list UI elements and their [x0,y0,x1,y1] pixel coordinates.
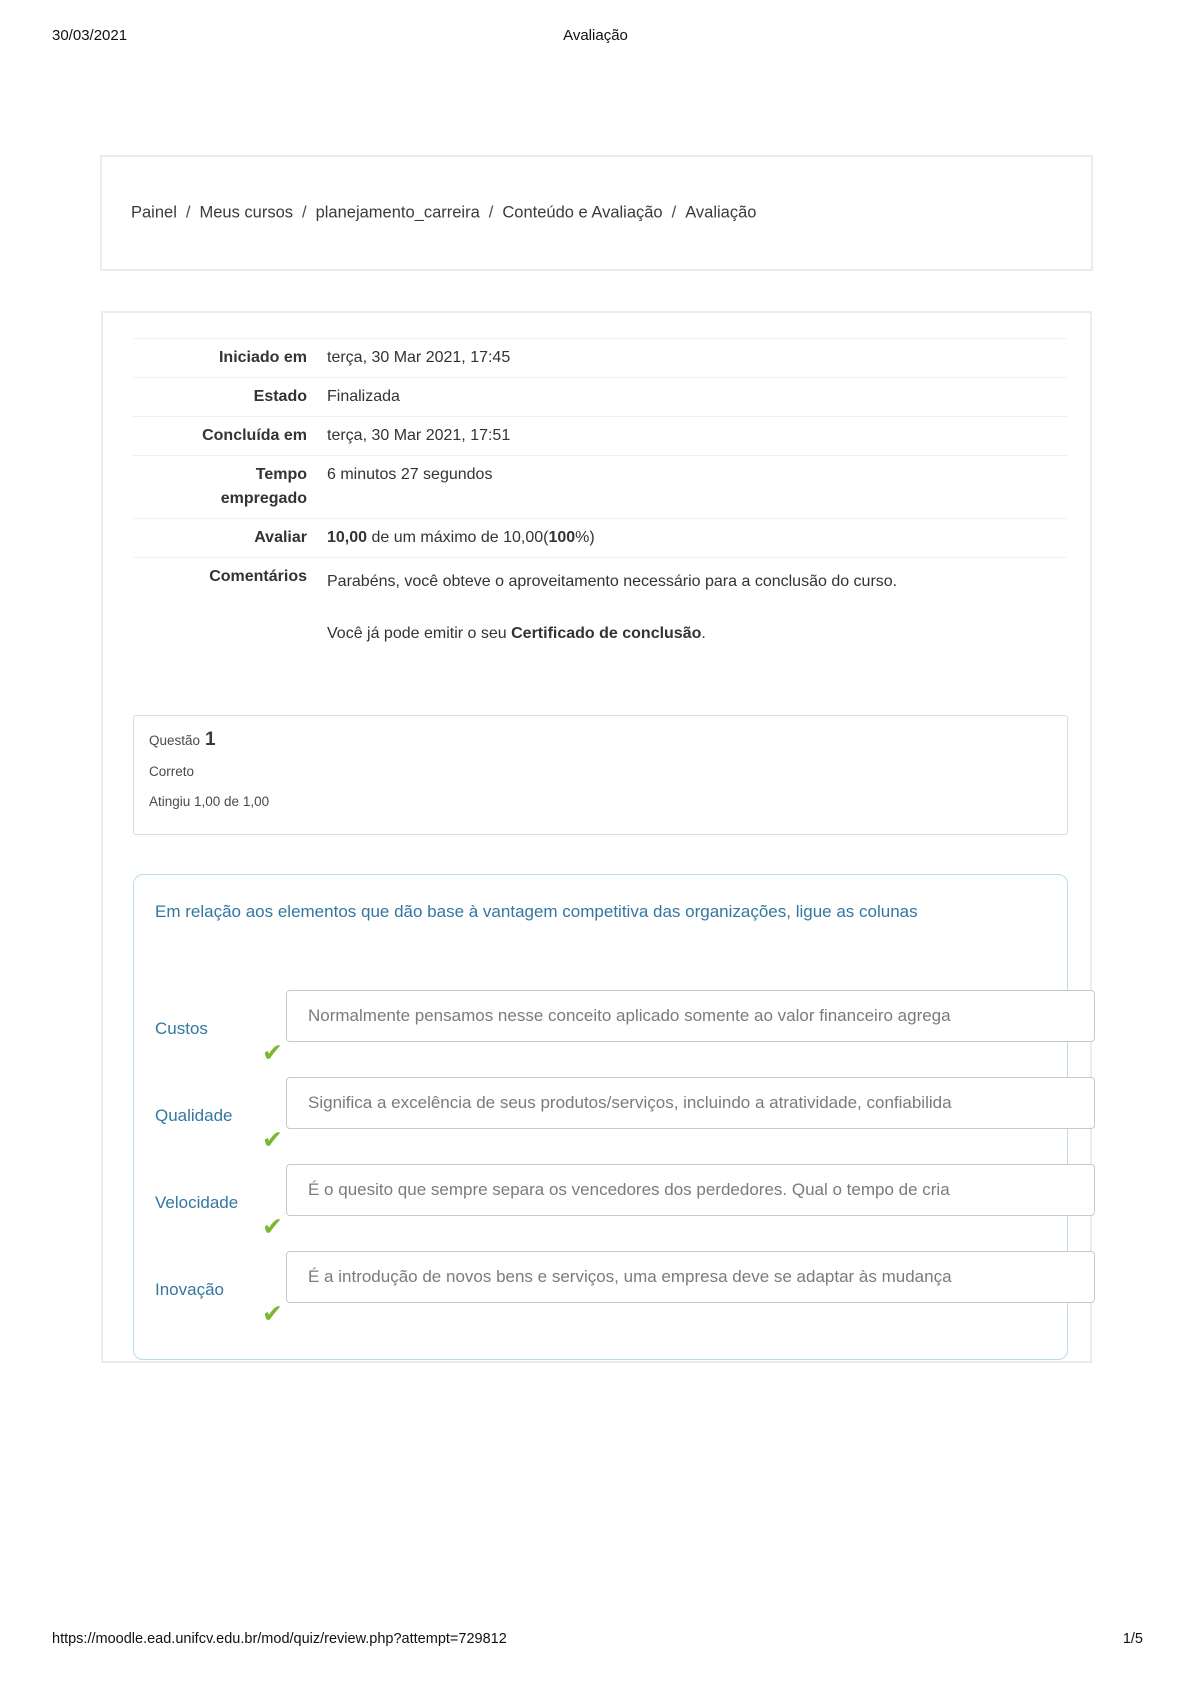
footer-url: https://moodle.ead.unifcv.edu.br/mod/quiz/review.php?attempt=729812 [52,1631,507,1647]
match-item-label: Velocidade [155,1193,239,1212]
footer-page-indicator: 1/5 [1122,1631,1143,1647]
summary-label: Iniciado em [218,349,307,366]
summary-label: Comentários [209,568,307,585]
print-date: 30/03/2021 [52,27,128,44]
breadcrumb-separator: / [488,203,494,222]
summary-row [133,416,1067,455]
breadcrumb-separator: / [185,203,191,222]
match-answer-select[interactable]: Normalmente pensamos nesse conceito aplicado somente ao valor financeiro agrega [286,990,1095,1042]
comments-paragraph: Você já pode emitir o seu Certificado de conclusão. [327,625,706,642]
summary-value: 6 minutos 27 segundos [327,466,493,483]
breadcrumb-item[interactable]: Painel [131,203,177,222]
match-item-label: Custos [155,1019,208,1038]
correct-check-icon: ✔ [262,1126,283,1154]
match-rows [134,990,1067,1338]
summary-value: terça, 30 Mar 2021, 17:51 [327,427,511,444]
breadcrumb-item[interactable]: planejamento_carreira [315,203,480,222]
match-item-label: Inovação [155,1280,224,1299]
match-answer-select[interactable]: Significa a excelência de seus produtos/serviços, incluindo a atratividade, confiabilida [286,1077,1095,1129]
summary-row [133,338,1067,377]
breadcrumb-separator: / [671,203,677,222]
summary-label: Avaliar [254,529,307,546]
print-title: Avaliação [563,27,628,44]
question-number: 1 [205,729,216,750]
question-grade: Atingiu 1,00 de 1,00 [149,794,270,809]
breadcrumb-item[interactable]: Meus cursos [199,203,293,222]
correct-check-icon: ✔ [262,1039,283,1067]
summary-label: Concluída em [202,427,307,444]
summary-row [133,557,1067,658]
question-info-card [133,715,1068,835]
summary-row [133,377,1067,416]
breadcrumb-item[interactable]: Conteúdo e Avaliação [502,203,663,222]
match-item-label: Qualidade [155,1106,233,1125]
breadcrumb [100,155,1093,271]
match-row [134,990,1067,1077]
match-answer-select[interactable]: É o quesito que sempre separa os vencedores dos perdedores. Qual o tempo de cria [286,1164,1095,1216]
breadcrumb-separator: / [302,203,307,222]
summary-label: Estado [253,388,307,405]
match-row [134,1164,1067,1251]
correct-check-icon: ✔ [262,1300,283,1328]
attempt-summary-table [133,338,1067,658]
summary-value [307,565,897,651]
summary-row [133,455,1067,518]
question-number-label: Questão [149,733,201,748]
breadcrumb-item[interactable]: Avaliação [685,203,757,222]
breadcrumb-list [131,204,756,223]
comments-paragraph: Parabéns, você obteve o aproveitamento necessário para a conclusão do curso. [327,573,898,590]
summary-value: Finalizada [327,388,400,405]
summary-value: 10,00 de um máximo de 10,00(100%) [327,529,595,546]
correct-check-icon: ✔ [262,1213,283,1241]
match-row [134,1251,1067,1338]
question-content-card [133,874,1068,1360]
match-row [134,1077,1067,1164]
question-prompt: Em relação aos elementos que dão base à vantagem competitiva das organizações, ligue as colunas [155,902,918,921]
summary-row [133,518,1067,557]
quiz-review-card [101,311,1092,1363]
question-status: Correto [149,764,195,779]
question-number-line [149,729,1052,751]
summary-value: terça, 30 Mar 2021, 17:45 [327,349,511,366]
summary-label: Tempo empregado [220,466,307,507]
match-answer-select[interactable]: É a introdução de novos bens e serviços, uma empresa deve se adaptar às mudança [286,1251,1095,1303]
